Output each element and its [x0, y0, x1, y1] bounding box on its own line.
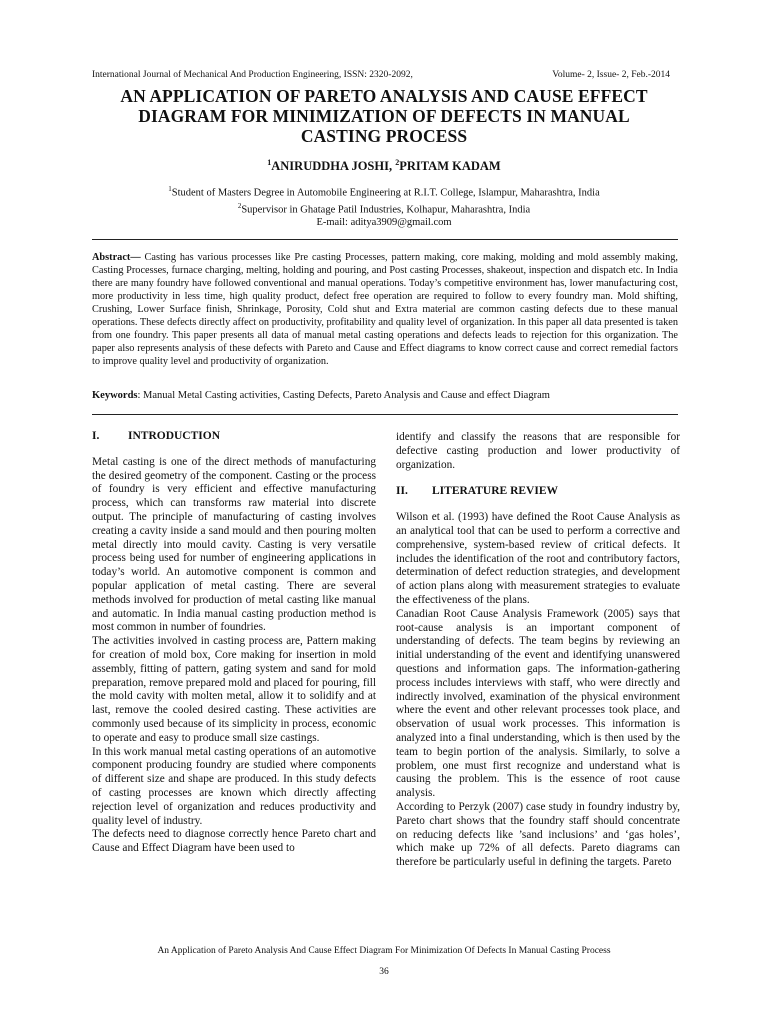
keywords-text: : Manual Metal Casting activities, Casting Defects, Pareto Analysis and Cause and effect Diagram [137, 390, 550, 401]
section-2-title: LITERATURE REVIEW [432, 485, 558, 498]
affiliation-2-line [0, 200, 768, 217]
intro-paragraph-2: The activities involved in casting process are, Pattern making for creation of mold box, Core making for insertion in mold assembly, fitting of pattern, gating system and sand for mold preparation, remove prepared mold and placed for pouring, fill the mold cavity with molten metal, allow it to solidify and at last, remove the cooled desired casting. These activities are commonly used because of its simplicity in process, economic to operate and easy to produce small size castings. [92, 635, 376, 744]
title-line-2: DIAGRAM FOR MINIMIZATION OF DEFECTS IN MANUAL [138, 106, 630, 126]
journal-header [92, 70, 670, 80]
journal-volume: Volume- 2, Issue- 2, Feb.-2014 [552, 70, 670, 80]
review-paragraph-3: According to Perzyk (2007) case study in foundry industry by, Pareto chart shows that the foundry staff should concentrate on reducing defects like ’sand inclusions’ and ‘gas holes’, which make up 72% of all defects. Pareto diagrams can therefore be particularly useful in defining the targets. Pareto [396, 800, 680, 869]
affiliations [0, 183, 768, 229]
section-1-number: I. [92, 430, 100, 442]
affiliation-1-line [0, 183, 768, 200]
affiliation-2-superscript: 2 [237, 201, 242, 210]
title-line-3: CASTING PROCESS [300, 126, 468, 146]
running-footer: An Application of Pareto Analysis And Cause Effect Diagram For Minimization Of Defects In Manual Casting Process [157, 946, 611, 956]
review-paragraph-1: Wilson et al. (1993) have defined the Root Cause Analysis as an analytical tool that can be used to perform a corrective and comprehensive, system-based review of critical defects. It includes the identification of the root and contributory factors, determination of defect reduction strategies, and development of action plans along with measurement strategies to evaluate the effectiveness of the plans. [396, 511, 680, 606]
author-list [0, 158, 768, 174]
intro-paragraph-4: The defects need to diagnose correctly hence Pareto chart and Cause and Effect Diagram have been used to [92, 828, 376, 855]
author-email: E-mail: aditya3909@gmail.com [316, 217, 452, 228]
section-1-title: INTRODUCTION [128, 430, 221, 442]
intro-paragraph-3: In this work manual metal casting operations of an automotive component producing foundry are studied where components of different size and shape are produced. In this study defects of casting processes are known which directly affecting rejection level of organization and reduces productivity and quality level of industry. [92, 745, 376, 827]
review-paragraph-2: Canadian Root Cause Analysis Framework (2005) says that root-cause analysis is an important component of understanding of defects. The team begins by reviewing an initial understanding of the event and identifying unanswered questions and information gaps. The information-gathering process includes interviews with staff, who were directly and indirectly involved, examination of the physical environment where the event and other relevant processes took place, and observation of usual work processes. This information is analyzed into a final understanding, which is then used by the team to begin portion of the analysis. Similarly, to solve a problem, one must first recognize and understand what is causing the problem. This is the essence of root cause analysis. [396, 607, 680, 800]
keywords [92, 389, 678, 402]
left-column [92, 430, 376, 856]
affiliation-1-superscript: 1 [168, 185, 172, 193]
author-2-superscript: 2 [395, 158, 400, 167]
abstract-text: Casting has various processes like Pre casting Processes, pattern making, core making, molding and mold assembly making, Casting Processes, furnace charging, melting, holding and pouring, and Post casting Processes, shakeout, inspection and dispatch etc. In India there are many foundry have followed conventional and manual operations. Today’s competitive environment has, lower manufacturing cost, more productivity in less time, high quality product, defect free operation are required to follow to every foundry man. Mold shifting, Crushing, Lower Surface finish, Shrinkage, Porosity, Cold shut and Extra material are common casting defects due to these manual operations. These defects directly affect on productivity, profitability and quality level of organization. In this paper all data presented is taken from one foundry. This paper presents all data of manual metal casting operations and defects leads to rejection for this organization. The paper also represents analysis of these defects with Pareto and Cause and Effect diagrams to know correct cause and correct remedial factors to improve quality level and productivity of organization. [92, 252, 678, 367]
right-column [396, 431, 680, 870]
author-1-superscript: 1 [267, 158, 272, 167]
section-2-number: II. [396, 485, 408, 498]
intro-paragraph-1: Metal casting is one of the direct methods of manufacturing the desired geometry of the component. Casting or the process of foundry is very efficient and effective manufacturing process, which can transforms raw material into discrete output. The principle of manufacturing of casting involves creating a cavity inside a sand mould and then pouring molten metal directly into mould cavity. Casting is very versatile process being used for number of engineering applications in today’s world. An automotive component is common and popular application of metal casting. There are several methods involved for production of metal casting like manual and automatic. In India manual casting production method is most common in number of foundries. [92, 455, 376, 634]
journal-name: International Journal of Mechanical And Production Engineering, ISSN: 2320-2092, [92, 70, 413, 80]
abstract-top-rule [92, 239, 678, 240]
section-2-heading [396, 485, 680, 499]
intro-paragraph-4-continued: identify and classify the reasons that are responsible for defective casting production and lower productivity of organization. [396, 431, 680, 471]
paper-title [60, 86, 708, 146]
title-line-1: AN APPLICATION OF PARETO ANALYSIS AND CAUSE EFFECT [120, 86, 648, 106]
abstract [92, 251, 678, 368]
keywords-label: Keywords [92, 390, 138, 401]
section-1-heading [92, 430, 376, 444]
abstract-label: Abstract— [92, 252, 141, 263]
page-number: 36 [379, 967, 389, 977]
author-1: ANIRUDDHA JOSHI, [271, 159, 396, 174]
affiliation-1: Student of Masters Degree in Automobile Engineering at R.I.T. College, Islampur, Maharashtra, India [171, 187, 600, 199]
author-2: PRITAM KADAM [399, 159, 501, 174]
affiliation-2: Supervisor in Ghatage Patil Industries, Kolhapur, Maharashtra, India [241, 204, 531, 215]
keywords-bottom-rule [92, 414, 678, 415]
